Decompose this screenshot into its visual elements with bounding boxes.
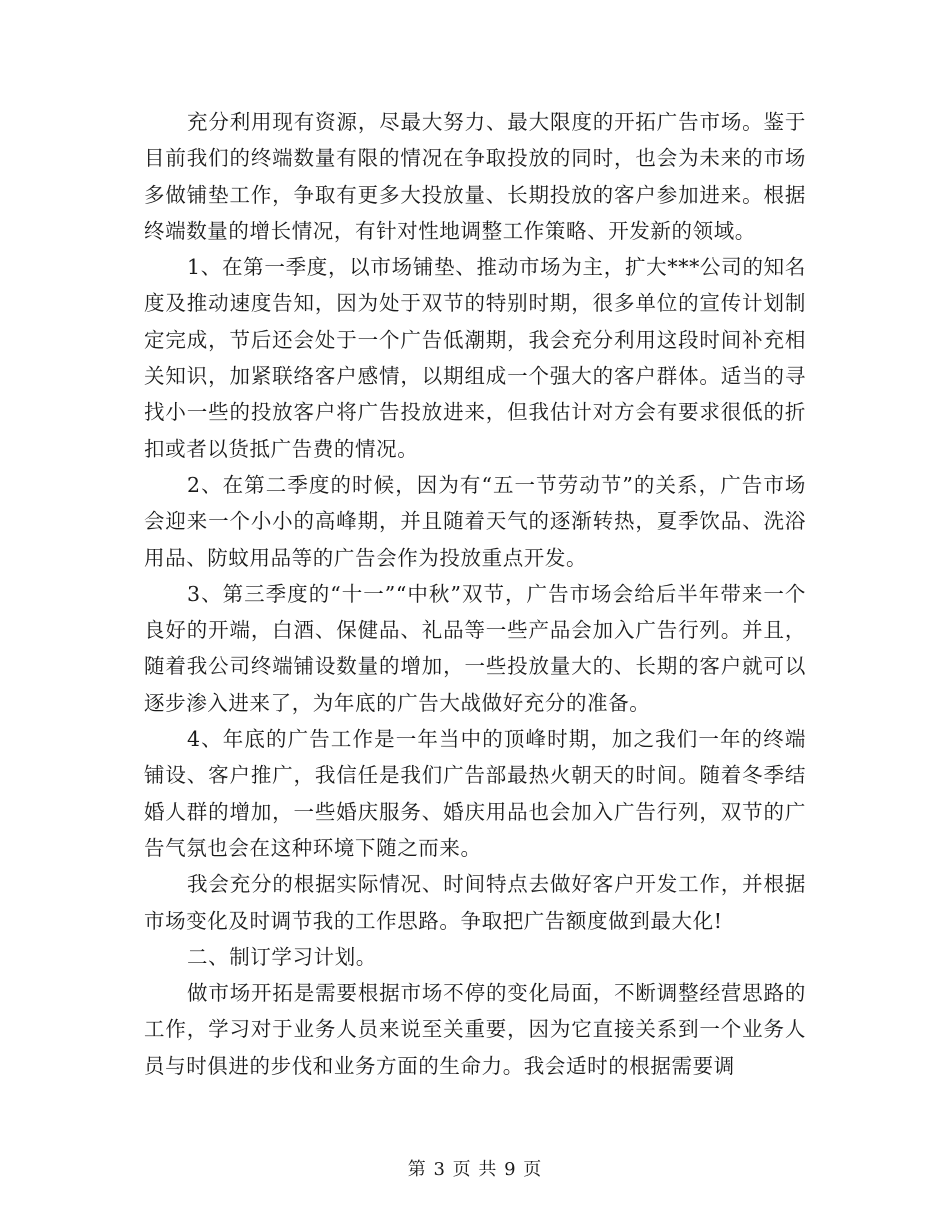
page-number-label: 第 3 页 共 9 页 xyxy=(407,1159,543,1180)
paragraph-study: 做市场开拓是需要根据市场不停的变化局面，不断调整经营思路的工作，学习对于业务人员来说至关重要，因为它直接关系到一个业务人员与时俱进的步伐和业务方面的生命力。我会适时的根据需要调 xyxy=(144,981,806,1078)
paragraph-q2: 2、在第二季度的时候，因为有“五一节劳动节”的关系，广告市场会迎来一个小小的高峰期，并且随着天气的逐渐转热，夏季饮品、洗浴用品、防蚊用品等的广告会作为投放重点开发。 xyxy=(144,472,806,570)
paragraph-q4: 4、年底的广告工作是一年当中的顶峰时期，加之我们一年的终端铺设、客户推广，我信任是我们广告部最热火朝天的时间。随着冬季结婚人群的增加，一些婚庆服务、婚庆用品也会加入广告行列，双节的广告气氛也会在这种环境下随之而来。 xyxy=(144,727,806,860)
section-heading-study-plan: 二、制订学习计划。 xyxy=(187,944,377,969)
paragraph-q3: 3、第三季度的“十一”“中秋”双节，广告市场会给后半年带来一个良好的开端，白酒、保健品、礼品等一些产品会加入广告行列。并且，随着我公司终端铺设数量的增加，一些投放量大的、长期的客户就可以逐步渗入进来了，为年底的广告大战做好充分的准备。 xyxy=(144,581,806,715)
paragraph-summary: 我会充分的根据实际情况、时间特点去做好客户开发工作，并根据市场变化及时调节我的工作思路。争取把广告额度做到最大化! xyxy=(144,872,806,933)
paragraph-q1: 1、在第一季度，以市场铺垫、推动市场为主，扩大***公司的知名度及推动速度告知，因为处于双节的特别时期，很多单位的宣传计划制定完成，节后还会处于一个广告低潮期，我会充分利用这段时间补充相关知识，加紧联络客户感情，以期组成一个强大的客户群体。适当的寻找小一些的投放客户将广告投放进来，但我估计对方会有要求很低的折扣或者以货抵广告费的情况。 xyxy=(144,255,806,461)
paragraph-resources: 充分利用现有资源，尽最大努力、最大限度的开拓广告市场。鉴于目前我们的终端数量有限的情况在争取投放的同时，也会为未来的市场多做铺垫工作，争取有更多大投放量、长期投放的客户参加进来。根据终端数量的增长情况，有针对性地调整工作策略、开发新的领域。 xyxy=(144,110,806,243)
page-footer xyxy=(0,1155,950,1181)
document-body xyxy=(144,104,806,1084)
